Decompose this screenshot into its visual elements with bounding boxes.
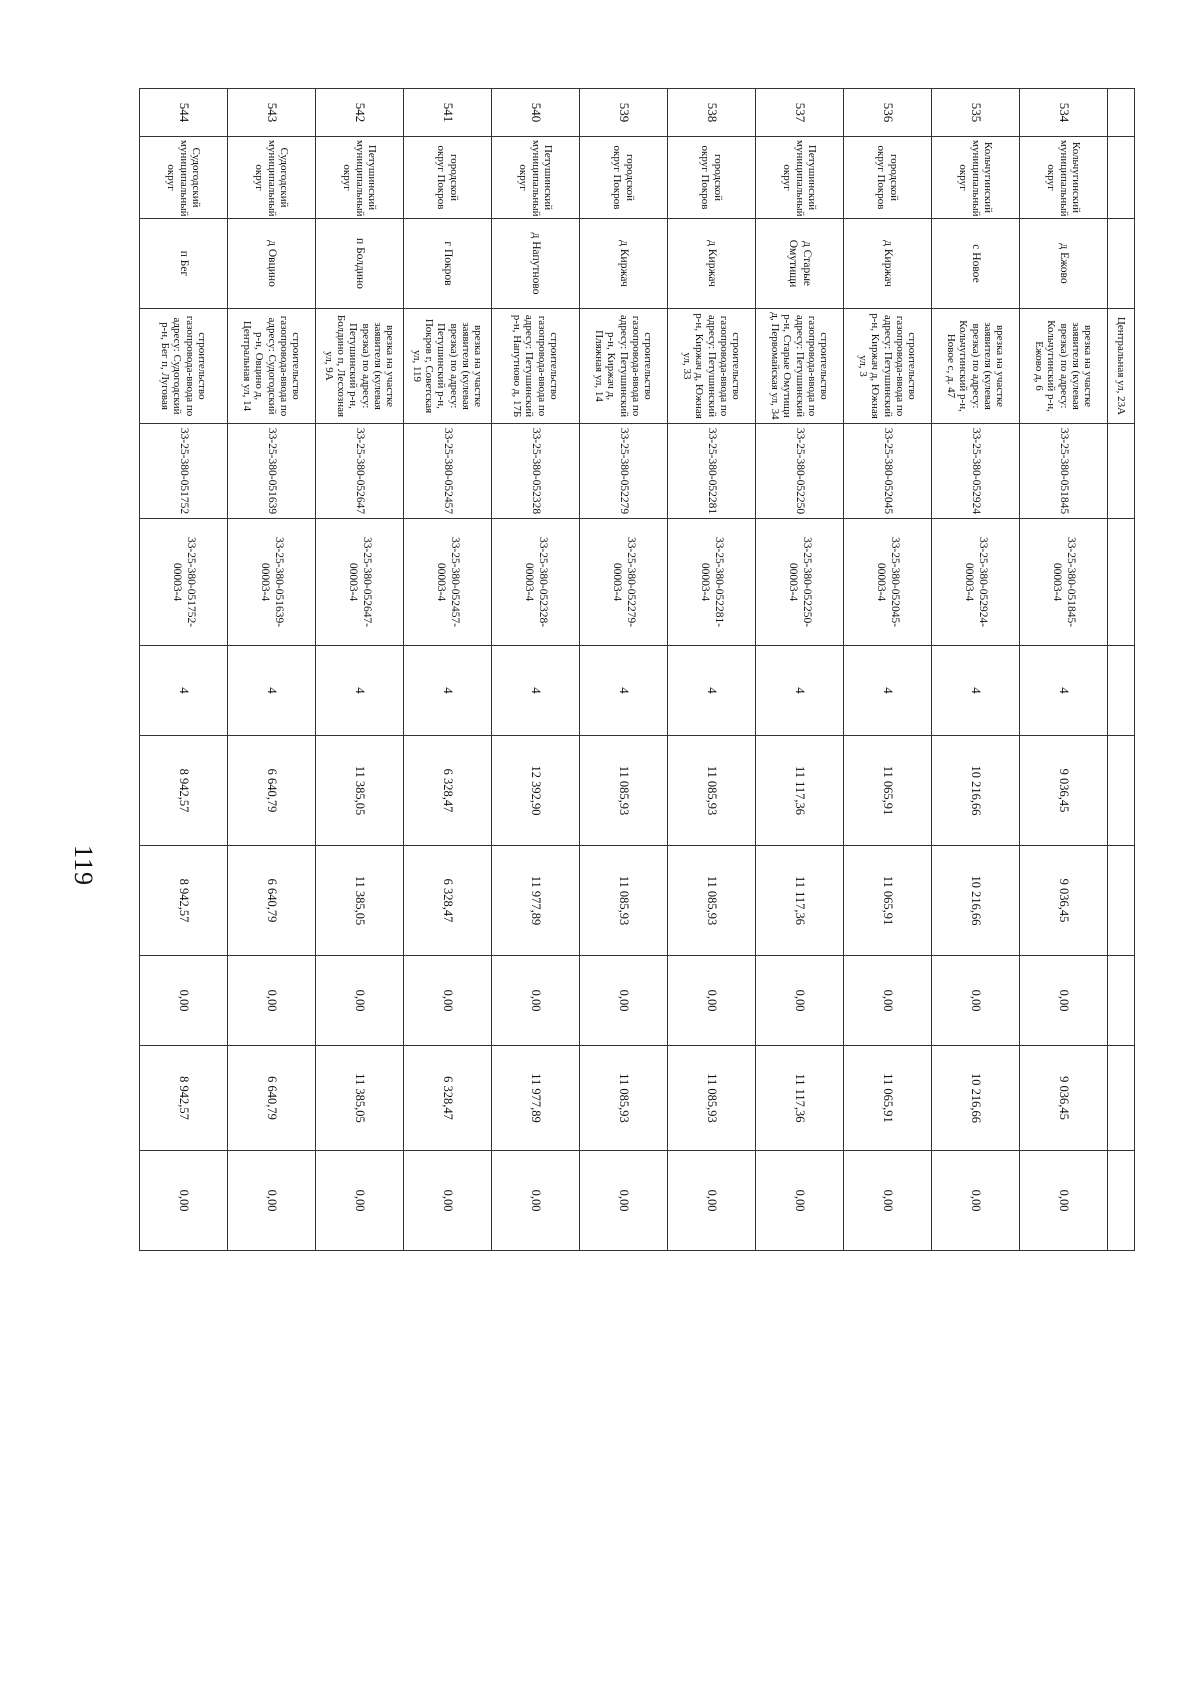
place-cell: д Киржач [580,219,668,309]
group-cell: 4 [140,646,228,736]
cost-d-cell: 0,00 [580,1151,668,1251]
row-number: 540 [492,89,580,137]
place-cell: д Напутново [492,219,580,309]
object-code-cell: 33-25-380-052457 [404,424,492,519]
total-cost-cell: 11 117,36 [756,736,844,846]
table-row [316,89,404,1251]
group-cell: 4 [844,646,932,736]
table-row [932,89,1020,1251]
cost-d-cell: 0,00 [228,1151,316,1251]
cost-c-cell: 6 640,79 [228,1046,316,1151]
cost-c-cell: 11 117,36 [756,1046,844,1151]
cost-c-cell: 10 216,66 [932,1046,1020,1151]
row-number: 535 [932,89,1020,137]
cost-a-cell: 6 328,47 [404,846,492,956]
cost-d-cell: 0,00 [492,1151,580,1251]
object-code-cell: 33-25-380-052281 [668,424,756,519]
total-cost-cell: 6 640,79 [228,736,316,846]
group-cell: 4 [756,646,844,736]
header-empty [1108,846,1135,956]
row-number: 534 [1020,89,1108,137]
cost-a-cell: 11 085,93 [580,846,668,956]
cost-c-cell: 11 085,93 [580,1046,668,1151]
place-cell: д Овцино [228,219,316,309]
object-code-cell: 33-25-380-051845 [1020,424,1108,519]
row-number: 538 [668,89,756,137]
work-description-cell: строительство газопровода-ввода по адресу: Петушинский р-н, Напутново д, 17Б [492,309,580,424]
district-cell: Петушинский муниципальный округ [756,137,844,219]
group-cell: 4 [1020,646,1108,736]
cost-d-cell: 0,00 [932,1151,1020,1251]
cost-d-cell: 0,00 [756,1151,844,1251]
header-empty [1108,956,1135,1046]
object-code-cell: 33-25-380-052279 [580,424,668,519]
cost-d-cell: 0,00 [1020,1151,1108,1251]
row-number: 539 [580,89,668,137]
district-cell: городской округ Покров [404,137,492,219]
header-address-cell: Центральная ул, 23А [1108,309,1135,424]
object-code-cell: 33-25-380-052250 [756,424,844,519]
cost-d-cell: 0,00 [140,1151,228,1251]
full-code-cell: 33-25-380-052250-00003-4 [756,519,844,646]
work-description-cell: строительство газопровода-ввода по адресу: Судогодский р-н, Бег п, Луговая [140,309,228,424]
full-code-cell: 33-25-380-051752-00003-4 [140,519,228,646]
cost-d-cell: 0,00 [316,1151,404,1251]
header-empty [1108,424,1135,519]
total-cost-cell: 6 328,47 [404,736,492,846]
place-cell: п Болдино [316,219,404,309]
total-cost-cell: 10 216,66 [932,736,1020,846]
cost-c-cell: 11 977,89 [492,1046,580,1151]
cost-a-cell: 11 117,36 [756,846,844,956]
row-number: 536 [844,89,932,137]
header-empty [1108,137,1135,219]
cost-d-cell: 0,00 [404,1151,492,1251]
row-number: 541 [404,89,492,137]
cost-a-cell: 6 640,79 [228,846,316,956]
header-empty [1108,519,1135,646]
header-empty [1108,1151,1135,1251]
work-description-cell: строительство газопровода-ввода по адресу: Петушинский р-н, Старые Омутищи д, Первомайская ул, 34 [756,309,844,424]
full-code-cell: 33-25-380-052045-00003-4 [844,519,932,646]
group-cell: 4 [580,646,668,736]
work-description-cell: строительство газопровода-ввода по адресу: Судогодский р-н, Овцино д, Центральная ул, 14 [228,309,316,424]
cost-a-cell: 11 085,93 [668,846,756,956]
rotated-table-wrapper [159,88,1135,1212]
cost-d-cell: 0,00 [844,1151,932,1251]
work-description-cell: врезка на участке заявителя (кулевая врезка) по адресу: Кольчугинский р-н, Ежово д, 6 [1020,309,1108,424]
place-cell: п Бег [140,219,228,309]
cost-b-cell: 0,00 [668,956,756,1046]
table-row [756,89,844,1251]
district-cell: городской округ Покров [844,137,932,219]
object-code-cell: 33-25-380-052647 [316,424,404,519]
cost-c-cell: 8 942,57 [140,1046,228,1151]
group-cell: 4 [492,646,580,736]
table-row [844,89,932,1251]
header-empty [1108,219,1135,309]
cost-b-cell: 0,00 [140,956,228,1046]
cost-a-cell: 8 942,57 [140,846,228,956]
cost-b-cell: 0,00 [756,956,844,1046]
cost-b-cell: 0,00 [316,956,404,1046]
header-row [1108,89,1135,1251]
work-description-cell: врезка на участке заявителя (кулевая врезка) по адресу: Петушинский р-н, Болдино п, Лесхозная ул, 9А [316,309,404,424]
district-cell: Кольчугинский муниципальный округ [1020,137,1108,219]
cost-c-cell: 9 036,45 [1020,1046,1108,1151]
place-cell: с Новое [932,219,1020,309]
cost-a-cell: 11 385,05 [316,846,404,956]
work-description-cell: врезка на участке заявителя (кулевая врезка) по адресу: Кольчугинский р-н, Новое с, д. 47 [932,309,1020,424]
work-description-cell: врезка на участке заявителя (кулевая врезка) по адресу: Петушинский р-н, Покров г, Советская ул, 119 [404,309,492,424]
full-code-cell: 33-25-380-052457-00003-4 [404,519,492,646]
group-cell: 4 [404,646,492,736]
total-cost-cell: 11 085,93 [580,736,668,846]
district-cell: городской округ Покров [580,137,668,219]
cost-b-cell: 0,00 [228,956,316,1046]
cost-a-cell: 10 216,66 [932,846,1020,956]
place-cell: д Старые Омутищи [756,219,844,309]
table-row [140,89,228,1251]
cost-a-cell: 11 065,91 [844,846,932,956]
row-number: 543 [228,89,316,137]
full-code-cell: 33-25-380-052279-00003-4 [580,519,668,646]
cost-b-cell: 0,00 [492,956,580,1046]
cost-d-cell: 0,00 [668,1151,756,1251]
full-code-cell: 33-25-380-052281-00003-4 [668,519,756,646]
cost-b-cell: 0,00 [932,956,1020,1046]
cost-c-cell: 11 065,91 [844,1046,932,1151]
work-description-cell: строительство газопровода-ввода по адресу: Петушинский р-н, Киржач д, Южная ул, 3 [844,309,932,424]
total-cost-cell: 11 385,05 [316,736,404,846]
place-cell: д Ежово [1020,219,1108,309]
cost-b-cell: 0,00 [580,956,668,1046]
cost-b-cell: 0,00 [404,956,492,1046]
cost-c-cell: 6 328,47 [404,1046,492,1151]
district-cell: Судогодский муниципальный округ [140,137,228,219]
total-cost-cell: 12 392,90 [492,736,580,846]
full-code-cell: 33-25-380-052924-00003-4 [932,519,1020,646]
object-code-cell: 33-25-380-052924 [932,424,1020,519]
total-cost-cell: 8 942,57 [140,736,228,846]
header-empty [1108,1046,1135,1151]
place-cell: д Киржач [844,219,932,309]
group-cell: 4 [932,646,1020,736]
group-cell: 4 [316,646,404,736]
cost-a-cell: 11 977,89 [492,846,580,956]
row-number: 544 [140,89,228,137]
group-cell: 4 [228,646,316,736]
table-row [1020,89,1108,1251]
full-code-cell: 33-25-380-052328-00003-4 [492,519,580,646]
full-code-cell: 33-25-380-052647-00003-4 [316,519,404,646]
table-row [404,89,492,1251]
place-cell: д Киржач [668,219,756,309]
cost-c-cell: 11 085,93 [668,1046,756,1151]
total-cost-cell: 9 036,45 [1020,736,1108,846]
object-code-cell: 33-25-380-052328 [492,424,580,519]
district-cell: Кольчугинский муниципальный округ [932,137,1020,219]
object-code-cell: 33-25-380-051639 [228,424,316,519]
district-cell: Петушинский муниципальный округ [492,137,580,219]
total-cost-cell: 11 085,93 [668,736,756,846]
header-empty [1108,736,1135,846]
district-cell: Петушинский муниципальный округ [316,137,404,219]
district-cell: Судогодский муниципальный округ [228,137,316,219]
full-code-cell: 33-25-380-051845-00003-4 [1020,519,1108,646]
object-code-cell: 33-25-380-052045 [844,424,932,519]
work-description-cell: строительство газопровода-ввода по адресу: Петушинский р-н, Киржач д, Южная ул, 33 [668,309,756,424]
table-row [228,89,316,1251]
object-code-cell: 33-25-380-051752 [140,424,228,519]
row-number: 537 [756,89,844,137]
cost-b-cell: 0,00 [1020,956,1108,1046]
cost-b-cell: 0,00 [844,956,932,1046]
cost-a-cell: 9 036,45 [1020,846,1108,956]
district-cell: городской округ Покров [668,137,756,219]
table-row [580,89,668,1251]
header-empty [1108,89,1135,137]
full-code-cell: 33-25-380-051639-00003-4 [228,519,316,646]
work-description-cell: строительство газопровода-ввода по адресу: Петушинский р-н, Киржач д, Пляжная ул, 14 [580,309,668,424]
header-empty [1108,646,1135,736]
total-cost-cell: 11 065,91 [844,736,932,846]
group-cell: 4 [668,646,756,736]
table-row [668,89,756,1251]
table-row [492,89,580,1251]
page-number: 119 [69,845,98,887]
row-number: 542 [316,89,404,137]
registry-table [139,88,1135,1251]
cost-c-cell: 11 385,05 [316,1046,404,1151]
place-cell: г Покров [404,219,492,309]
